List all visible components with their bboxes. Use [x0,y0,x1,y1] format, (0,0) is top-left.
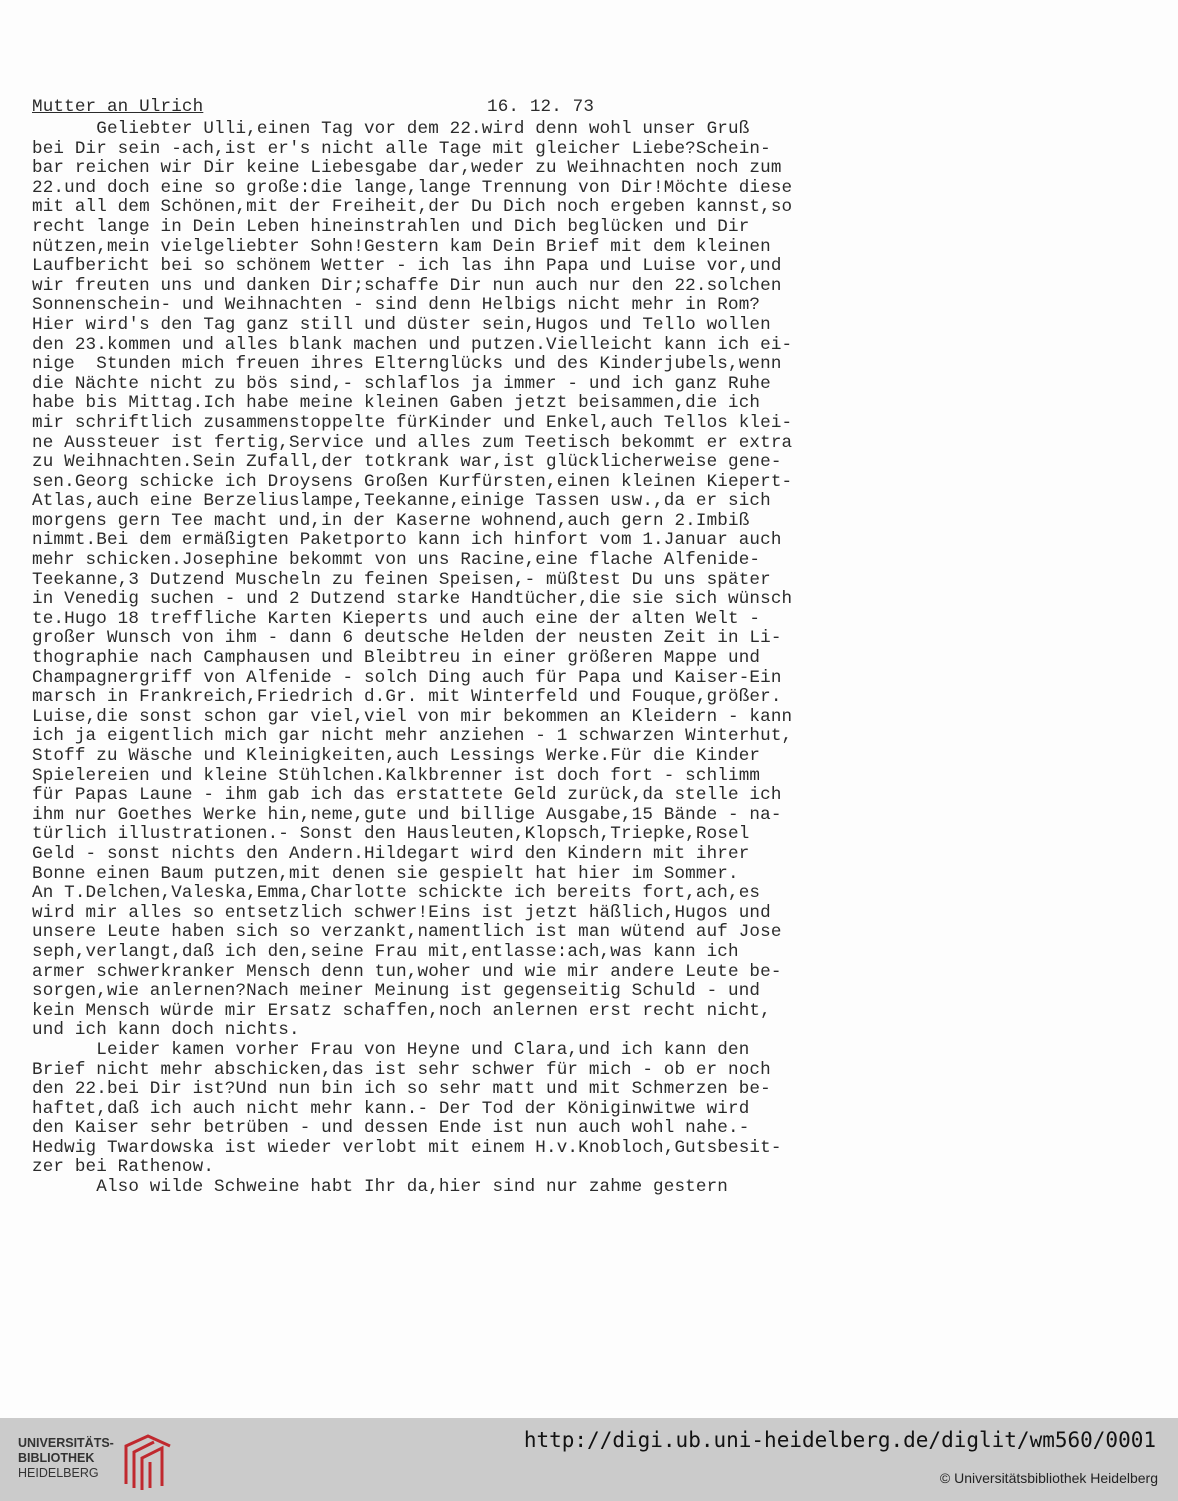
letter-line: Geliebter Ulli,einen Tag vor dem 22.wird denn wohl unser Gruß [32,119,750,139]
letter-line: kein Mensch würde mir Ersatz schaffen,noch anlernen erst recht nicht, [32,1000,771,1021]
letter-line: haftet,daß ich auch nicht mehr kann.- Der Tod der Königinwitwe wird [32,1098,750,1119]
permalink-url[interactable]: http://digi.ub.uni-heidelberg.de/diglit/wm560/0001 [523,1428,1156,1452]
letter-line: ich ja eigentlich mich gar nicht mehr anziehen - 1 schwarzen Winterhut, [32,726,793,747]
letter-line: zer bei Rathenow. [32,1157,215,1178]
letter-line: thographie nach Camphausen und Bleibtreu in einer größeren Mappe und [32,648,761,669]
letter-line: Laufbericht bei so schönem Wetter - ich las ihn Papa und Luise vor,und [32,256,782,277]
letter-line: Also wilde Schweine habt Ihr da,hier sind nur zahme gestern [32,1177,729,1198]
letter-line: seph,verlangt,daß ich den,seine Frau mit,entlasse:ach,was kann ich [32,941,739,962]
letter-line: in Venedig suchen - und 2 Dutzend starke Handtücher,die sie sich wünsch [32,589,793,610]
letter-line: die Nächte nicht zu bös sind,- schlaflos ja immer - und ich ganz Ruhe [32,373,771,394]
letter-line: Luise,die sonst schon gar viel,viel von mir bekommen an Kleidern - kann [32,706,793,727]
library-footer [0,1418,1178,1501]
letter-line: mir schriftlich zusammenstoppelte fürKinder und Enkel,auch Tellos klei- [32,412,793,433]
letter-line: nige Stunden mich freuen ihres Elternglücks und des Kinderjubels,wenn [32,354,782,375]
letter-line: den Kaiser sehr betrüben - und dessen Ende ist nun auch wohl nahe.- [32,1118,750,1139]
letter-line: den 22.bei Dir ist?Und nun bin ich so sehr matt und mit Schmerzen be- [32,1079,771,1100]
letter-line: wir freuten uns und danken Dir;schaffe Dir nun auch nur den 22.solchen [32,275,782,296]
letter-line: An T.Delchen,Valeska,Emma,Charlotte schickte ich bereits fort,ach,es [32,883,761,904]
letter-line: Sonnenschein- und Weihnachten - sind denn Helbigs nicht mehr in Rom? [32,295,761,316]
letter-line: wird mir alles so entsetzlich schwer!Eins ist jetzt häßlich,Hugos und [32,902,771,923]
letter-line: Hier wird's den Tag ganz still und düster sein,Hugos und Tello wollen [32,314,771,335]
letter-line: Stoff zu Wäsche und Kleinigkeiten,auch Lessings Werke.Für die Kinder [32,746,761,766]
letter-line: unsere Leute haben sich so verzankt,namentlich ist man wütend auf Jose [32,922,782,943]
copyright-notice: © Universitätsbibliothek Heidelberg [939,1470,1158,1486]
letter-line: türlich illustrationen.- Sonst den Hausleuten,Klopsch,Triepke,Rosel [32,824,750,845]
logo-line-1: UNIVERSITÄTS- [18,1436,114,1450]
letter-line: nimmt.Bei dem ermäßigten Paketporto kann ich hinfort vom 1.Januar auch [32,530,782,551]
letter-line: zu Weihnachten.Sein Zufall,der totkrank war,ist glücklicherweise gene- [32,452,782,473]
logo-line-3: HEIDELBERG [18,1466,99,1480]
letter-line: recht lange in Dein Leben hineinstrahlen und Dich beglücken und Dir [32,216,750,237]
letter-line: mehr schicken.Josephine bekommt von uns Racine,eine flache Alfenide- [32,550,761,571]
letter-line: mit all dem Schönen,mit der Freiheit,der Du Dich noch ergeben kannst,so [32,197,793,218]
letter-line: Brief nicht mehr abschicken,das ist sehr schwer für mich - ob er noch [32,1059,771,1080]
logo-line-2: BIBLIOTHEK [18,1451,95,1465]
letter-line: Champagnergriff von Alfenide - solch Ding auch für Papa und Kaiser-Ein [32,667,782,688]
letter-line: bar reichen wir Dir keine Liebesgabe dar,weder zu Weihnachten noch zum [32,158,782,179]
letter-line: marsch in Frankreich,Friedrich d.Gr. mit Winterfeld und Fouque,größer. [32,687,782,708]
letter-line: für Papas Laune - ihm gab ich das erstattete Geld zurück,da stelle ich [32,785,782,806]
library-logo[interactable] [18,1432,178,1492]
letter-line: Spielereien und kleine Stühlchen.Kalkbrenner ist doch fort - schlimm [32,765,761,786]
letter-line: te.Hugo 18 treffliche Karten Kieperts und auch eine der alten Welt - [32,608,761,629]
letter-date: 16. 12. 73 [487,97,595,117]
letter-line: Teekanne,3 Dutzend Muscheln zu feinen Speisen,- müßtest Du uns später [32,569,771,590]
letter-line: 22.und doch eine so große:die lange,lange Trennung von Dir!Möchte diese [32,177,793,198]
letter-line: großer Wunsch von ihm - dann 6 deutsche Helden der neusten Zeit in Li- [32,628,782,649]
letter-body [32,120,912,1198]
letter-line: sen.Georg schicke ich Droysens Großen Kurfürsten,einen kleinen Kiepert- [32,471,793,492]
letter-line: und ich kann doch nichts. [32,1020,300,1041]
letter-line: Bonne einen Baum putzen,mit denen sie gespielt hat hier im Sommer. [32,863,739,884]
letter-addressee: Mutter an Ulrich [32,97,204,117]
letter-line: Leider kamen vorher Frau von Heyne und Clara,und ich kann den [32,1039,750,1060]
letter-line: habe bis Mittag.Ich habe meine kleinen Gaben jetzt beisammen,die ich [32,393,761,414]
letter-line: Geld - sonst nichts den Andern.Hildegart wird den Kindern mit ihrer [32,843,750,864]
letter-line: Hedwig Twardowska ist wieder verlobt mit einem H.v.Knobloch,Gutsbesit- [32,1137,782,1158]
typewritten-letter [32,98,912,1198]
letter-line: ihm nur Goethes Werke hin,neme,gute und billige Ausgabe,15 Bände - na- [32,804,782,825]
letter-line: bei Dir sein -ach,ist er's nicht alle Tage mit gleicher Liebe?Schein- [32,138,771,159]
letter-header [32,98,912,120]
letter-line: nützen,mein vielgeliebter Sohn!Gestern kam Dein Brief mit dem kleinen [32,236,771,257]
letter-line: Atlas,auch eine Berzeliuslampe,Teekanne,einige Tassen usw.,da er sich [32,491,771,512]
letter-line: den 23.kommen und alles blank machen und putzen.Vielleicht kann ich ei- [32,334,793,355]
library-emblem-icon [118,1432,178,1492]
letter-line: ne Aussteuer ist fertig,Service und alles zum Teetisch bekommt er extra [32,432,793,453]
letter-line: armer schwerkranker Mensch denn tun,woher und wie mir andere Leute be- [32,961,782,982]
letter-line: sorgen,wie anlernen?Nach meiner Meinung ist gegenseitig Schuld - und [32,981,761,1002]
letter-line: morgens gern Tee macht und,in der Kaserne wohnend,auch gern 2.Imbiß [32,510,750,531]
